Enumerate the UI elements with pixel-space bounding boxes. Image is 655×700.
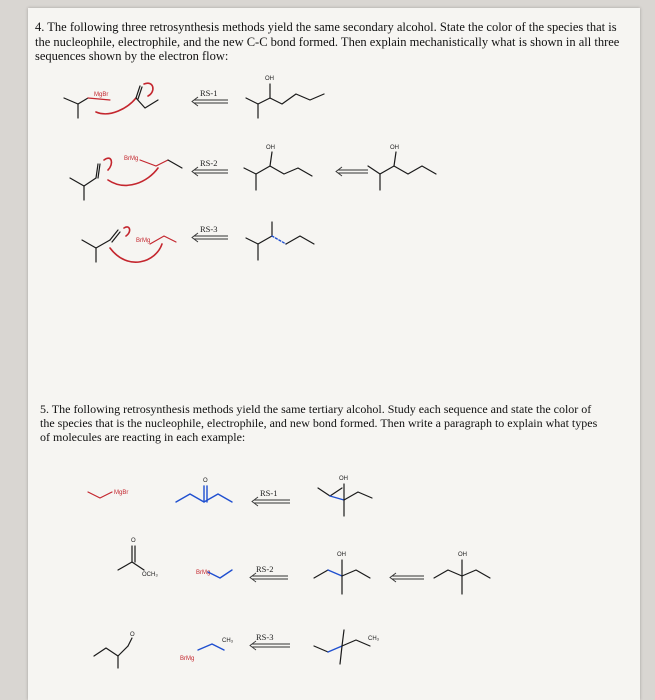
svg-text:O: O bbox=[203, 478, 208, 484]
q5-equivalence-arrow bbox=[390, 573, 424, 582]
q5-rs1-product bbox=[318, 476, 372, 516]
q4-rs2-arrow bbox=[192, 158, 228, 176]
q5-rs3-arrow bbox=[250, 632, 290, 650]
mgbr-label: MgBr bbox=[94, 92, 109, 98]
svg-text:OH: OH bbox=[458, 552, 467, 558]
q4-rs1-aldehyde bbox=[136, 83, 158, 108]
q4-rs3-product bbox=[246, 222, 314, 260]
svg-text:OH: OH bbox=[265, 76, 274, 82]
svg-text:CH₃: CH₃ bbox=[222, 638, 234, 644]
q4-rs2-product bbox=[244, 145, 312, 190]
svg-text:RS-1: RS-1 bbox=[260, 488, 278, 498]
electron-flow-arrow bbox=[96, 98, 136, 114]
q5-rs3-ketone bbox=[94, 632, 135, 668]
q4-rs3-grignard bbox=[136, 236, 176, 244]
svg-text:OH: OH bbox=[339, 476, 348, 482]
svg-text:O: O bbox=[131, 538, 136, 544]
q4-rs1-arrow bbox=[192, 88, 228, 106]
svg-text:CH₃: CH₃ bbox=[368, 636, 380, 642]
question-5-text: 5. The following retrosynthesis methods yield the same tertiary alcohol. Study each sequence and state the color of the species that is the nucleophile, electrophile, and new bond formed. Then write a paragraph to explain what types of molecules are reacting in each example: bbox=[40, 402, 598, 444]
q5-rs2-grignard bbox=[196, 570, 232, 578]
svg-text:BrMg: BrMg bbox=[124, 156, 139, 162]
svg-text:BrMg: BrMg bbox=[196, 570, 211, 576]
q4-rs1-product bbox=[246, 76, 324, 118]
q4-rs2-aldehyde bbox=[70, 158, 111, 200]
q5-rs3-product bbox=[314, 630, 380, 664]
question-4-text: 4. The following three retrosynthesis methods yield the same secondary alcohol. State the color of the species that is the nucleophile, electrophile, and the new C-C bond formed. Then explain mechanistically what is shown in all three sequences shown by the electron flow: bbox=[35, 20, 620, 63]
q5-rs2-product bbox=[314, 552, 370, 594]
q5-rs3-grignard bbox=[180, 638, 234, 662]
svg-text:BrMg: BrMg bbox=[180, 656, 195, 662]
q4-rs3-arrow bbox=[192, 224, 228, 242]
q4-target-alcohol bbox=[368, 145, 436, 190]
svg-text:OCH₃: OCH₃ bbox=[142, 572, 158, 578]
svg-text:RS-3: RS-3 bbox=[256, 632, 274, 642]
svg-text:BrMg: BrMg bbox=[136, 238, 151, 244]
q5-rs2-arrow bbox=[250, 564, 288, 582]
q5-rs1-arrow bbox=[252, 488, 290, 506]
svg-text:OH: OH bbox=[390, 145, 399, 151]
svg-text:RS-3: RS-3 bbox=[200, 224, 218, 234]
q5-rs1-ketone bbox=[176, 478, 232, 502]
q4-rs3-ketone bbox=[82, 227, 130, 262]
svg-text:MgBr: MgBr bbox=[114, 490, 129, 496]
q4-equivalence-arrow bbox=[336, 167, 368, 176]
svg-text:O: O bbox=[130, 632, 135, 638]
svg-text:RS-2: RS-2 bbox=[200, 158, 218, 168]
electron-flow-arrow-3 bbox=[110, 244, 162, 262]
electron-flow-arrow-2 bbox=[108, 168, 158, 185]
svg-text:OH: OH bbox=[337, 552, 346, 558]
svg-text:RS-2: RS-2 bbox=[256, 564, 274, 574]
q5-rs2-ester bbox=[118, 538, 158, 578]
q4-rs2-grignard bbox=[124, 156, 182, 168]
svg-text:OH: OH bbox=[266, 145, 275, 151]
rs1-label: RS-1 bbox=[200, 88, 218, 98]
q5-target-alcohol bbox=[434, 552, 490, 594]
q5-rs1-grignard bbox=[88, 490, 128, 498]
